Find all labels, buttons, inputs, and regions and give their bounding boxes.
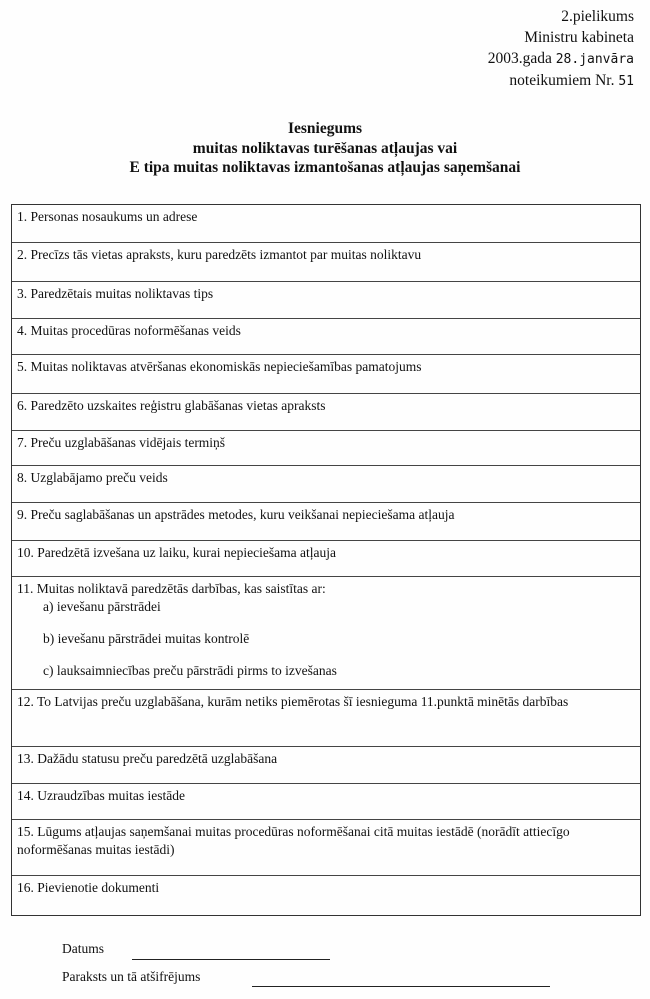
row-label: 12. To Latvijas preču uzglabāšana, kurām netiks piemērotas šī iesnieguma 11.punktā minētās darbības [17, 694, 569, 709]
row-label: 7. Preču uzglabāšanas vidējais termiņš [17, 435, 226, 450]
date-line[interactable] [132, 959, 330, 960]
regulation-number: 51 [618, 74, 634, 89]
row-label: 3. Paredzētais muitas noliktavas tips [17, 286, 214, 301]
form-row-2[interactable] [12, 243, 640, 282]
application-form-table [11, 204, 641, 916]
form-row-12[interactable] [12, 690, 640, 747]
signature-label: Paraksts un tā atšifrējums [62, 969, 201, 984]
row-11-content [17, 580, 632, 680]
regulation-date [488, 48, 634, 70]
row-label: 11. Muitas noliktavā paredzētās darbības, kas saistītas ar: [17, 581, 326, 596]
title-line-3: E tipa muitas noliktavas izmantošanas atļaujas saņemšanai [129, 159, 521, 176]
subitem-a: a) ievešanu pārstrādei [43, 599, 161, 614]
form-row-13[interactable] [12, 747, 640, 784]
form-row-11[interactable] [12, 577, 640, 690]
row-label: 5. Muitas noliktavas atvēršanas ekonomiskās nepieciešamības pamatojums [17, 359, 422, 374]
cabinet-label: Ministru kabineta [524, 29, 634, 46]
date-prefix: 2003.gada [487, 50, 552, 67]
date-label: Datums [62, 941, 104, 956]
form-row-8[interactable] [12, 466, 640, 503]
form-row-9[interactable] [12, 503, 640, 541]
form-row-4[interactable] [12, 319, 640, 355]
row-label: 6. Paredzēto uzskaites reģistru glabāšanas vietas apraksts [17, 398, 326, 413]
form-row-1[interactable] [12, 205, 640, 243]
form-row-5[interactable] [12, 355, 640, 394]
form-row-10[interactable] [12, 541, 640, 577]
row-label: 14. Uzraudzības muitas iestāde [17, 788, 185, 803]
form-row-14[interactable] [12, 784, 640, 820]
row-label: 4. Muitas procedūras noformēšanas veids [17, 323, 241, 338]
appendix-header [488, 6, 634, 92]
title-line-2: muitas noliktavas turēšanas atļaujas vai [192, 139, 458, 157]
row-label: 15. Lūgums atļaujas saņemšanai muitas procedūras noformēšanai citā muitas iestādē (norādīt attiecīgo noformēšanas muitas iestādi) [17, 824, 570, 857]
form-row-3[interactable] [12, 282, 640, 319]
subitem-c: c) lauksaimniecības preču pārstrādi pirms to izvešanas [43, 663, 337, 678]
row-label: 13. Dažādu statusu preču paredzētā uzglabāšana [17, 751, 278, 766]
subitem-b: b) ievešanu pārstrādei muitas kontrolē [43, 631, 250, 646]
form-row-7[interactable] [12, 431, 640, 466]
title-line-1: Iesniegums [287, 120, 363, 137]
regulation-prefix: noteikumiem Nr. [509, 72, 615, 89]
appendix-number: 2.pielikums [561, 8, 634, 25]
date-value: 28.janvāra [555, 52, 634, 67]
form-row-15[interactable] [12, 820, 640, 876]
row-label: 9. Preču saglabāšanas un apstrādes metodes, kuru veikšanai nepieciešama atļauja [17, 507, 455, 522]
signature-line[interactable] [252, 986, 550, 987]
form-row-6[interactable] [12, 394, 640, 431]
row-label: 8. Uzglabājamo preču veids [17, 470, 168, 485]
regulation-number-line [488, 70, 634, 92]
row-label: 16. Pievienotie dokumenti [17, 880, 160, 895]
document-title [0, 119, 650, 178]
form-row-16[interactable] [12, 876, 640, 915]
row-label: 2. Precīzs tās vietas apraksts, kuru paredzēts izmantot par muitas noliktavu [17, 247, 422, 262]
row-label: 1. Personas nosaukums un adrese [17, 209, 198, 224]
row-label: 10. Paredzētā izvešana uz laiku, kurai nepieciešama atļauja [17, 545, 336, 560]
